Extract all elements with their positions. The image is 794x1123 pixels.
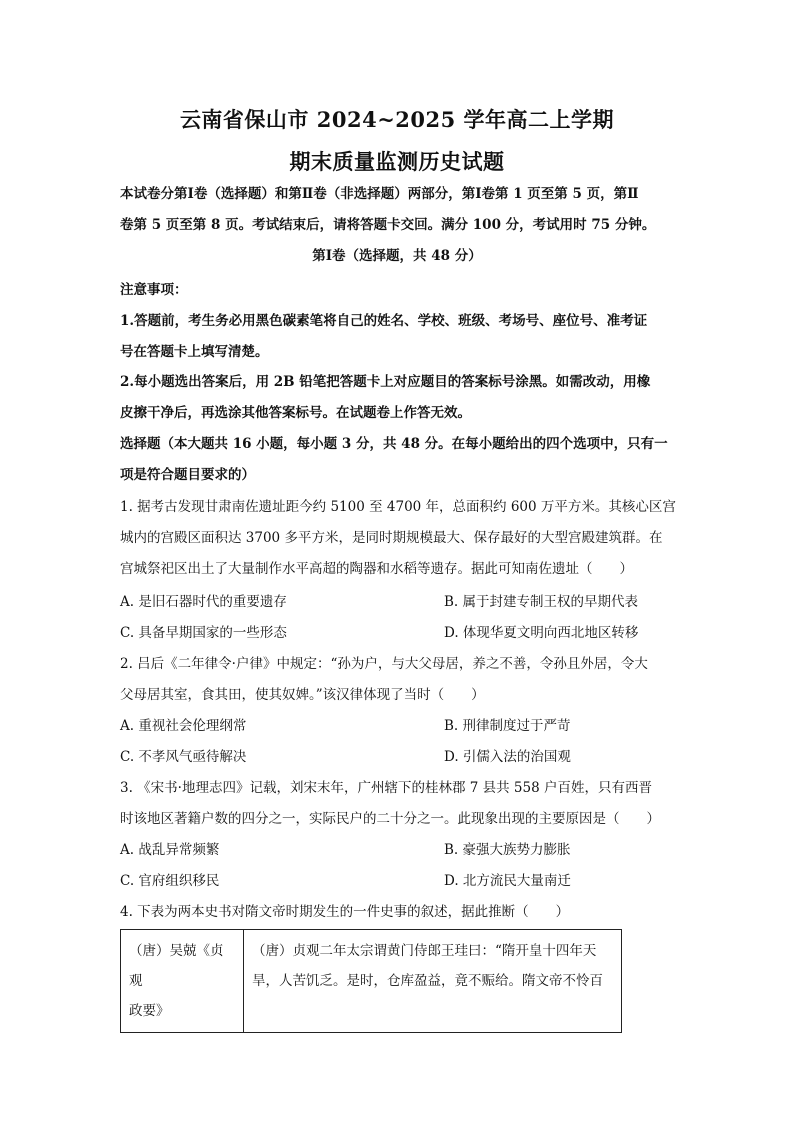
mc-instructions-line2: 项是符合题目要求的） — [120, 467, 255, 483]
notice-item2-line2: 皮擦干净后，再选涂其他答案标号。在试题卷上作答无效。 — [120, 405, 471, 421]
question-3-line1: 3. 《宋书·地理志四》记载，刘宋末年，广州辖下的桂林郡 7 县共 558 户百姓，只有西晋 — [120, 780, 652, 796]
question-1-option-a: A. 是旧石器时代的重要遗存 — [120, 594, 287, 610]
notice-heading: 注意事项： — [120, 282, 188, 298]
table-source-line2: 政要》 — [129, 1003, 170, 1019]
question-3-option-c: C. 官府组织移民 — [120, 873, 220, 889]
notice-item1-line2: 号在答题卡上填写清楚。 — [120, 344, 269, 360]
table-cell-text — [244, 930, 622, 1033]
question-3-line2: 时该地区著籍户数的四分之一，实际民户的二十分之一。此现象出现的主要原因是（ ） — [120, 811, 660, 827]
table-cell-source — [121, 930, 244, 1033]
question-4-line1: 4. 下表为两本史书对隋文帝时期发生的一件史事的叙述，据此推断（ ） — [120, 904, 570, 920]
intro-line2: 卷第 5 页至第 8 页。考试结束后，请将答题卡交回。满分 100 分，考试用时 75 分钟。 — [120, 217, 656, 233]
notice-item2-line1: 2.每小题选出答案后，用 2B 铅笔把答题卡上对应题目的答案标号涂黑。如需改动，用橡 — [120, 374, 651, 390]
table-text-line1: （唐）贞观二年太宗谓黄门侍郎王珪曰：“隋开皇十四年天 — [252, 943, 597, 959]
exam-title-line1: 云南省保山市 2024~2025 学年高二上学期 — [179, 107, 615, 132]
question-3-option-d: D. 北方流民大量南迁 — [444, 873, 571, 889]
question-3-option-b: B. 豪强大族势力膨胀 — [444, 842, 571, 858]
question-2-line1: 2. 吕后《二年律令·户律》中规定：“孙为户，与大父母居，养之不善，令孙且外居，令大 — [120, 656, 648, 672]
section1-title: 第Ⅰ卷（选择题，共 48 分） — [312, 248, 482, 264]
source-table — [120, 929, 622, 1033]
notice-item1-line1: 1.答题前，考生务必用黑色碳素笔将自己的姓名、学校、班级、考场号、座位号、准考证 — [120, 313, 648, 329]
question-1-line3: 宫城祭祀区出土了大量制作水平高超的陶器和水稻等遗存。据此可知南佐遗址（ ） — [120, 561, 633, 577]
mc-instructions-line1: 选择题（本大题共 16 小题，每小题 3 分，共 48 分。在每小题给出的四个选项中，只有一 — [120, 436, 668, 452]
question-3-option-a: A. 战乱异常频繁 — [120, 842, 220, 858]
question-2-option-d: D. 引儒入法的治国观 — [444, 749, 571, 765]
table-source-line1: （唐）吴兢《贞观 — [129, 943, 224, 989]
question-1-line1: 1. 据考古发现甘肃南佐遗址距今约 5100 至 4700 年，总面积约 600 万平方米。其核心区宫 — [120, 499, 676, 515]
question-2-option-b: B. 刑律制度过于严苛 — [444, 718, 571, 734]
intro-line1: 本试卷分第Ⅰ卷（选择题）和第Ⅱ卷（非选择题）两部分，第Ⅰ卷第 1 页至第 5 页，第Ⅱ — [120, 186, 639, 202]
question-2-option-a: A. 重视社会伦理纲常 — [120, 718, 247, 734]
question-2-line2: 父母居其室，食其田，使其奴婢。”该汉律体现了当时（ ） — [120, 687, 485, 703]
table-text-line2: 旱，人苦饥乏。是时，仓库盈益，竟不赈给。隋文帝不怜百 — [252, 973, 603, 989]
question-1-line2: 城内的宫殿区面积达 3700 多平方米，是同时期规模最大、保存最好的大型宫殿建筑群。在 — [120, 530, 663, 546]
table-row — [121, 930, 622, 1033]
question-1-option-c: C. 具备早期国家的一些形态 — [120, 625, 287, 641]
question-2-option-c: C. 不孝风气亟待解决 — [120, 749, 247, 765]
exam-title-line2: 期末质量监测历史试题 — [289, 149, 505, 174]
question-1-option-b: B. 属于封建专制王权的早期代表 — [444, 594, 639, 610]
question-1-option-d: D. 体现华夏文明向西北地区转移 — [444, 625, 639, 641]
